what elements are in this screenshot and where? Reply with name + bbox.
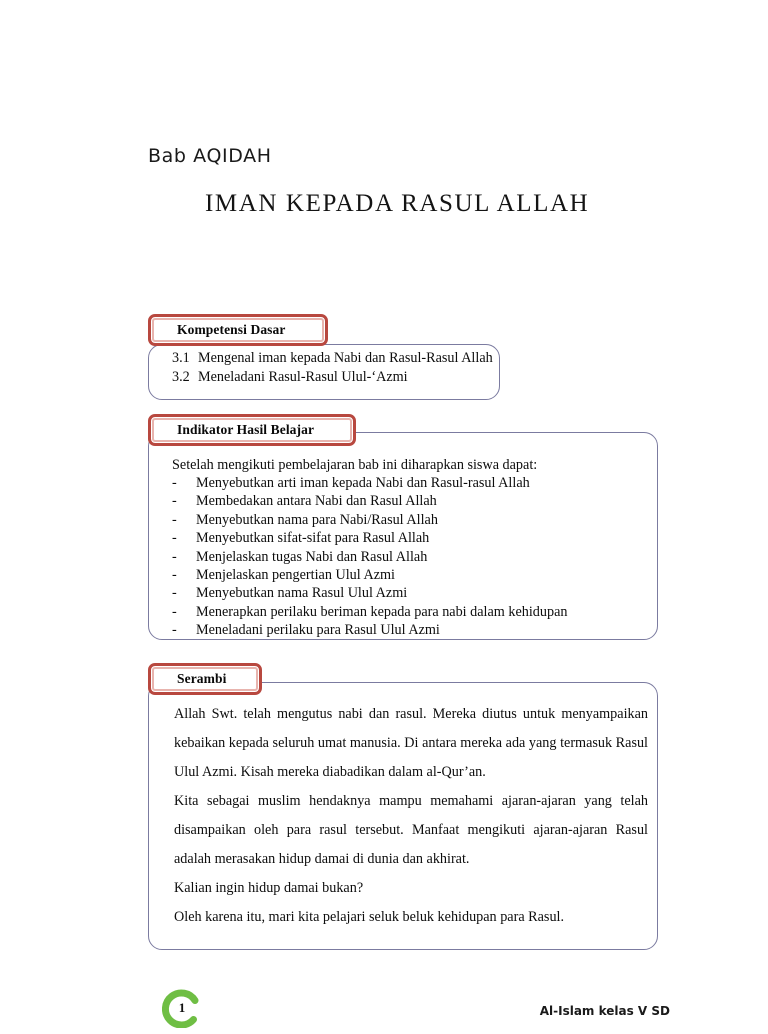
list-item-label: Menyebutkan nama para Nabi/Rasul Allah — [196, 511, 438, 528]
footer-book-title: Al-Islam kelas V SD — [539, 1004, 670, 1018]
page-number-badge — [162, 988, 208, 1034]
list-item — [172, 511, 567, 529]
bullet-dash: - — [172, 511, 177, 528]
indikator-intro-text: Setelah mengikuti pembelajaran bab ini diharapkan siswa dapat: — [172, 457, 538, 473]
list-item — [172, 621, 567, 639]
page-number: 1 — [178, 1000, 186, 1015]
list-item — [172, 368, 493, 387]
serambi-tag-label: Serambi — [177, 671, 227, 686]
list-item — [172, 603, 567, 621]
serambi-body — [174, 700, 648, 932]
kd-item-number: 3.2 — [172, 369, 190, 385]
indikator-tag — [148, 414, 356, 446]
list-item — [172, 548, 567, 566]
list-item — [172, 474, 567, 492]
list-item-label: Membedakan antara Nabi dan Rasul Allah — [196, 493, 437, 510]
list-item — [172, 492, 567, 510]
bullet-dash: - — [172, 603, 177, 620]
bullet-dash: - — [172, 493, 177, 510]
bullet-dash: - — [172, 530, 177, 547]
kd-item-text: Meneladani Rasul-Rasul Ulul-‘Azmi — [198, 369, 408, 385]
serambi-paragraph: Allah Swt. telah mengutus nabi dan rasul. Mereka diutus untuk menyampaikan kebaikan kepada seluruh umat manusia. Di antara mereka ada yang termasuk Rasul Ulul Azmi. Kisah mereka diabadikan dalam al-Qur’an. — [174, 706, 648, 780]
bullet-dash: - — [172, 567, 177, 584]
bullet-dash: - — [172, 585, 177, 602]
list-item-label: Menyebutkan sifat-sifat para Rasul Allah — [196, 530, 430, 547]
list-item-label: Menjelaskan pengertian Ulul Azmi — [196, 567, 395, 584]
kd-item-text: Mengenal iman kepada Nabi dan Rasul-Rasul Allah — [198, 350, 493, 366]
chapter-label: Bab AQIDAH — [148, 145, 272, 167]
list-item-label: Menyebutkan arti iman kepada Nabi dan Rasul-rasul Allah — [196, 475, 530, 491]
indikator-tag-label: Indikator Hasil Belajar — [177, 422, 315, 437]
serambi-paragraph: Kita sebagai muslim hendaknya mampu memahami ajaran-ajaran yang telah disampaikan oleh para rasul tersebut. Manfaat mengikuti ajaran-ajaran Rasul adalah merasakan hidup damai di dunia dan akhirat. — [174, 793, 648, 867]
list-item-label: Menerapkan perilaku beriman kepada para nabi dalam kehidupan — [196, 603, 568, 620]
bullet-dash: - — [172, 622, 177, 639]
serambi-tag — [148, 663, 262, 695]
list-item-label: Meneladani perilaku para Rasul Ulul Azmi — [196, 622, 440, 639]
serambi-paragraph: Oleh karena itu, mari kita pelajari seluk beluk kehidupan para Rasul. — [174, 909, 565, 925]
page-title: IMAN KEPADA RASUL ALLAH — [205, 190, 590, 217]
bullet-dash: - — [172, 548, 177, 565]
kompetensi-dasar-tag — [148, 314, 328, 346]
list-item — [172, 349, 493, 368]
list-item-label: Menyebutkan nama Rasul Ulul Azmi — [196, 585, 408, 602]
list-item — [172, 566, 567, 584]
list-item — [172, 529, 567, 547]
list-item — [172, 584, 567, 602]
indikator-list — [172, 474, 567, 640]
kompetensi-dasar-tag-label: Kompetensi Dasar — [177, 322, 286, 337]
kompetensi-dasar-list — [172, 349, 493, 387]
bullet-dash: - — [172, 475, 177, 491]
list-item-label: Menjelaskan tugas Nabi dan Rasul Allah — [196, 548, 428, 565]
serambi-paragraph: Kalian ingin hidup damai bukan? — [174, 880, 364, 896]
kd-item-number: 3.1 — [172, 350, 190, 366]
